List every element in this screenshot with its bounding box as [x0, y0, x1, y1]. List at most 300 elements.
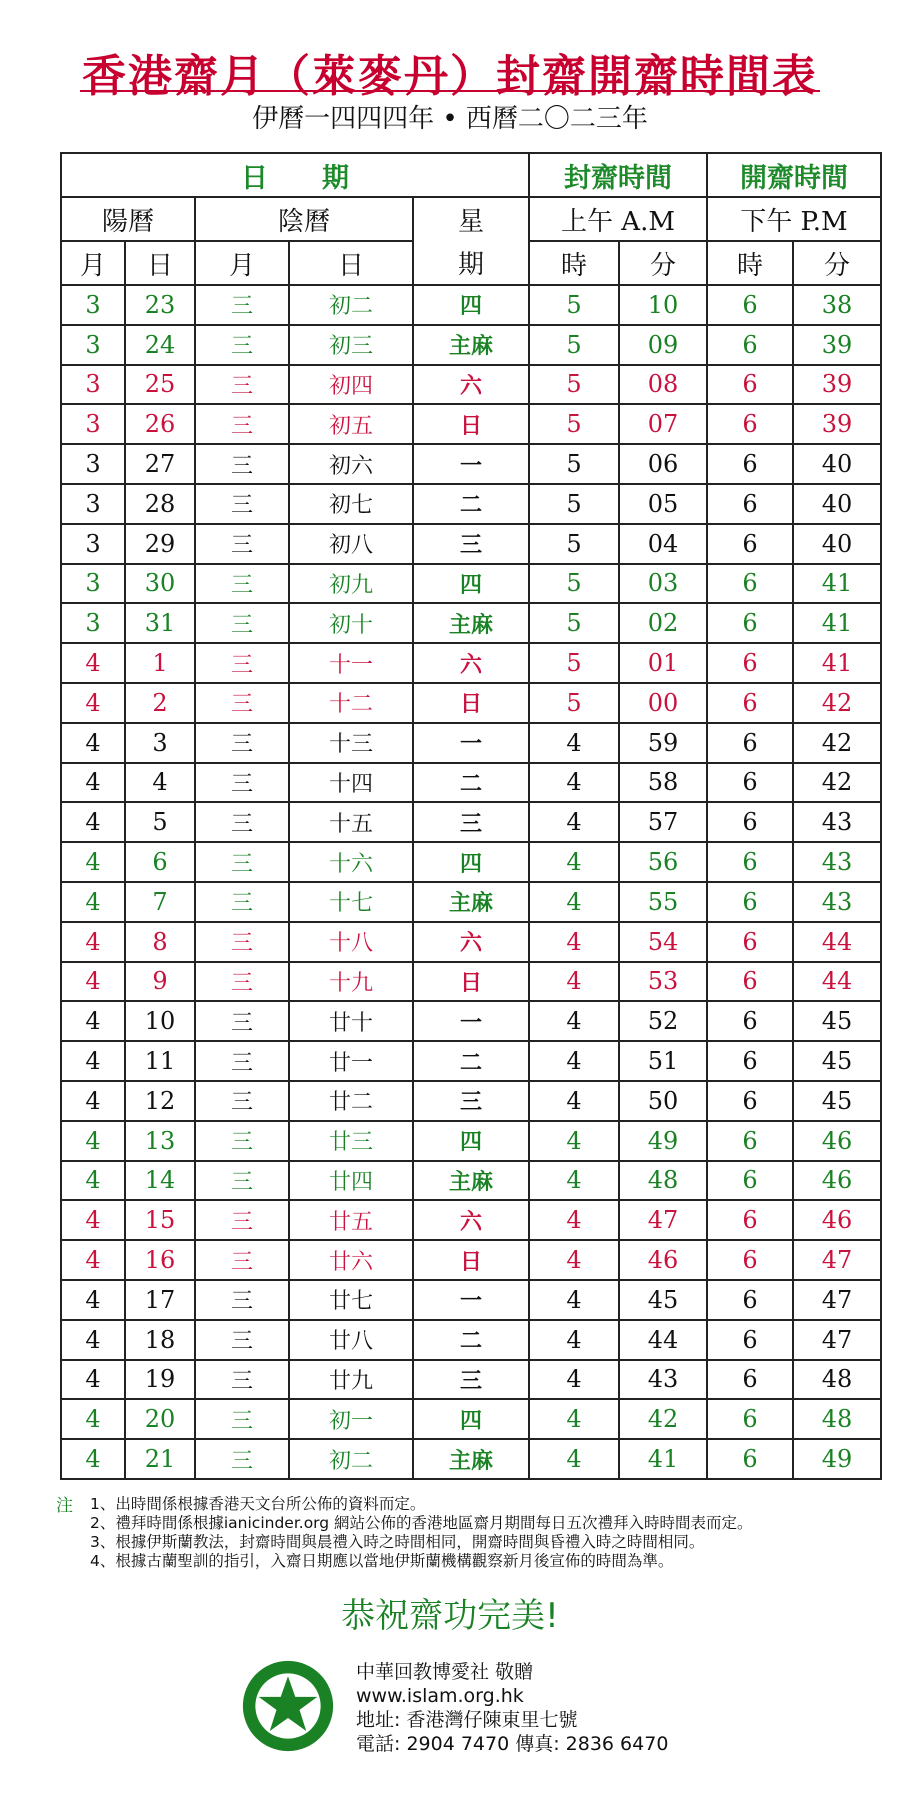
cell-fast-break-hour: 6: [707, 763, 793, 803]
cell-fast-break-hour: 6: [707, 723, 793, 763]
cell-weekday: 主麻: [413, 1439, 529, 1479]
cell-l-month: 三: [195, 1081, 289, 1121]
cell-fast-break-hour: 6: [707, 1240, 793, 1280]
page-title: 香港齋月（萊麥丹）封齋開齋時間表: [82, 51, 818, 102]
cell-fast-begin-minute: 05: [619, 484, 707, 524]
header-fast-begin: 封齋時間: [529, 153, 707, 197]
cell-fast-break-hour: 6: [707, 603, 793, 643]
cell-g-day: 17: [125, 1280, 195, 1320]
cell-fast-break-minute: 45: [793, 1041, 881, 1081]
cell-fast-break-minute: 44: [793, 922, 881, 962]
cell-fast-break-minute: 46: [793, 1121, 881, 1161]
cell-fast-break-hour: 6: [707, 1399, 793, 1439]
cell-l-month: 三: [195, 444, 289, 484]
fasting-timetable: [60, 152, 882, 1480]
cell-weekday: 四: [413, 564, 529, 604]
cell-l-day: 十七: [289, 882, 413, 922]
cell-l-month: 三: [195, 285, 289, 325]
table-row: [61, 404, 881, 444]
header-g-day: 日: [125, 241, 195, 285]
cell-g-month: 4: [61, 1001, 125, 1041]
cell-l-day: 十一: [289, 643, 413, 683]
cell-g-day: 28: [125, 484, 195, 524]
cell-fast-begin-minute: 53: [619, 962, 707, 1002]
cell-fast-begin-hour: 4: [529, 802, 619, 842]
green-star-emblem-icon: [240, 1658, 336, 1754]
cell-fast-break-hour: 6: [707, 444, 793, 484]
header-pm-minute: 分: [793, 241, 881, 285]
cell-g-day: 8: [125, 922, 195, 962]
cell-fast-break-minute: 39: [793, 325, 881, 365]
cell-fast-begin-hour: 4: [529, 1280, 619, 1320]
cell-fast-begin-hour: 4: [529, 962, 619, 1002]
cell-l-day: 廿四: [289, 1161, 413, 1201]
cell-l-day: 十三: [289, 723, 413, 763]
cell-fast-break-hour: 6: [707, 524, 793, 564]
table-row: [61, 444, 881, 484]
cell-g-month: 3: [61, 603, 125, 643]
table-row: [61, 484, 881, 524]
header-l-month: 月: [195, 241, 289, 285]
cell-fast-begin-minute: 49: [619, 1121, 707, 1161]
cell-l-day: 廿十: [289, 1001, 413, 1041]
cell-weekday: 一: [413, 723, 529, 763]
header-pm: 下午 P.M: [707, 197, 881, 241]
cell-l-day: 廿九: [289, 1360, 413, 1400]
cell-l-day: 廿一: [289, 1041, 413, 1081]
cell-l-month: 三: [195, 603, 289, 643]
cell-l-month: 三: [195, 802, 289, 842]
cell-l-day: 初三: [289, 325, 413, 365]
cell-g-month: 4: [61, 1280, 125, 1320]
cell-g-day: 18: [125, 1320, 195, 1360]
cell-l-day: 廿七: [289, 1280, 413, 1320]
cell-weekday: 日: [413, 1240, 529, 1280]
cell-fast-begin-minute: 56: [619, 842, 707, 882]
cell-fast-begin-minute: 50: [619, 1081, 707, 1121]
cell-fast-break-hour: 6: [707, 365, 793, 405]
cell-g-month: 4: [61, 962, 125, 1002]
table-row: [61, 1360, 881, 1400]
cell-fast-begin-minute: 44: [619, 1320, 707, 1360]
notes-section: [56, 1495, 856, 1571]
cell-weekday: 二: [413, 1320, 529, 1360]
table-row: [61, 922, 881, 962]
cell-fast-break-minute: 46: [793, 1161, 881, 1201]
cell-fast-begin-hour: 5: [529, 564, 619, 604]
cell-l-day: 廿五: [289, 1200, 413, 1240]
cell-weekday: 六: [413, 365, 529, 405]
cell-g-day: 25: [125, 365, 195, 405]
cell-weekday: 日: [413, 962, 529, 1002]
cell-fast-break-minute: 43: [793, 842, 881, 882]
cell-g-month: 3: [61, 484, 125, 524]
cell-g-month: 4: [61, 882, 125, 922]
cell-l-month: 三: [195, 1280, 289, 1320]
cell-weekday: 一: [413, 1280, 529, 1320]
cell-fast-begin-minute: 03: [619, 564, 707, 604]
cell-weekday: 四: [413, 285, 529, 325]
cell-l-day: 十八: [289, 922, 413, 962]
cell-fast-begin-hour: 5: [529, 325, 619, 365]
notes-list: [56, 1495, 856, 1571]
cell-fast-break-minute: 45: [793, 1081, 881, 1121]
cell-weekday: 主麻: [413, 603, 529, 643]
cell-fast-break-hour: 6: [707, 1200, 793, 1240]
cell-fast-break-hour: 6: [707, 1320, 793, 1360]
cell-fast-break-hour: 6: [707, 1081, 793, 1121]
cell-g-day: 12: [125, 1081, 195, 1121]
cell-weekday: 主麻: [413, 882, 529, 922]
table-row: [61, 683, 881, 723]
cell-fast-break-minute: 39: [793, 404, 881, 444]
cell-fast-begin-hour: 5: [529, 365, 619, 405]
cell-l-month: 三: [195, 842, 289, 882]
cell-fast-begin-minute: 06: [619, 444, 707, 484]
cell-fast-begin-hour: 5: [529, 285, 619, 325]
table-row: [61, 285, 881, 325]
cell-l-day: 廿六: [289, 1240, 413, 1280]
cell-g-month: 4: [61, 1240, 125, 1280]
contact-block: [356, 1660, 668, 1756]
cell-fast-break-hour: 6: [707, 643, 793, 683]
cell-fast-break-hour: 6: [707, 922, 793, 962]
cell-fast-begin-minute: 52: [619, 1001, 707, 1041]
cell-g-month: 4: [61, 1399, 125, 1439]
table-row: [61, 1399, 881, 1439]
cell-weekday: 二: [413, 1041, 529, 1081]
cell-fast-begin-hour: 4: [529, 1360, 619, 1400]
cell-l-month: 三: [195, 763, 289, 803]
cell-weekday: 四: [413, 842, 529, 882]
cell-fast-begin-minute: 02: [619, 603, 707, 643]
cell-g-month: 4: [61, 1041, 125, 1081]
cell-l-month: 三: [195, 1200, 289, 1240]
cell-fast-begin-minute: 54: [619, 922, 707, 962]
table-row: [61, 1121, 881, 1161]
table-row: [61, 564, 881, 604]
cell-fast-break-hour: 6: [707, 564, 793, 604]
table-row: [61, 1240, 881, 1280]
cell-fast-begin-minute: 48: [619, 1161, 707, 1201]
cell-g-day: 31: [125, 603, 195, 643]
cell-g-month: 3: [61, 404, 125, 444]
cell-fast-break-hour: 6: [707, 285, 793, 325]
cell-g-day: 7: [125, 882, 195, 922]
cell-l-month: 三: [195, 564, 289, 604]
cell-fast-begin-hour: 4: [529, 1320, 619, 1360]
cell-fast-break-minute: 48: [793, 1399, 881, 1439]
cell-fast-break-minute: 45: [793, 1001, 881, 1041]
table-row: [61, 1001, 881, 1041]
cell-g-month: 4: [61, 723, 125, 763]
cell-fast-begin-minute: 43: [619, 1360, 707, 1400]
cell-fast-begin-hour: 5: [529, 683, 619, 723]
cell-fast-begin-hour: 4: [529, 1001, 619, 1041]
cell-weekday: 三: [413, 524, 529, 564]
cell-weekday: 二: [413, 484, 529, 524]
cell-fast-begin-hour: 4: [529, 1399, 619, 1439]
cell-g-day: 14: [125, 1161, 195, 1201]
website-link[interactable]: www.islam.org.hk: [356, 1685, 524, 1707]
cell-g-month: 4: [61, 1121, 125, 1161]
table-row: [61, 842, 881, 882]
cell-g-month: 4: [61, 683, 125, 723]
cell-g-day: 27: [125, 444, 195, 484]
cell-g-month: 4: [61, 1200, 125, 1240]
cell-g-month: 3: [61, 564, 125, 604]
cell-l-month: 三: [195, 1121, 289, 1161]
cell-fast-begin-minute: 09: [619, 325, 707, 365]
cell-l-day: 廿三: [289, 1121, 413, 1161]
cell-fast-begin-minute: 10: [619, 285, 707, 325]
cell-fast-break-hour: 6: [707, 1439, 793, 1479]
cell-fast-begin-hour: 5: [529, 603, 619, 643]
cell-g-day: 16: [125, 1240, 195, 1280]
cell-weekday: 主麻: [413, 1161, 529, 1201]
cell-fast-break-minute: 40: [793, 484, 881, 524]
phone-fax: 電話: 2904 7470 傳真: 2836 6470: [356, 1733, 669, 1755]
cell-g-month: 3: [61, 444, 125, 484]
header-weekday-bottom: 期: [413, 241, 529, 285]
cell-g-month: 4: [61, 1360, 125, 1400]
cell-g-day: 3: [125, 723, 195, 763]
header-pm-hour: 時: [707, 241, 793, 285]
cell-l-month: 三: [195, 643, 289, 683]
page-subtitle: 伊曆一四四四年 • 西曆二〇二三年: [252, 104, 648, 134]
cell-fast-begin-minute: 08: [619, 365, 707, 405]
cell-fast-begin-minute: 59: [619, 723, 707, 763]
table-row: [61, 603, 881, 643]
cell-fast-break-minute: 47: [793, 1320, 881, 1360]
cell-fast-break-hour: 6: [707, 484, 793, 524]
cell-g-day: 20: [125, 1399, 195, 1439]
cell-g-month: 4: [61, 1439, 125, 1479]
table-row: [61, 1200, 881, 1240]
cell-l-day: 十五: [289, 802, 413, 842]
cell-l-day: 初二: [289, 1439, 413, 1479]
cell-l-day: 初七: [289, 484, 413, 524]
note-item: 3、根據伊斯蘭教法，封齋時間與晨禮入時之時間相同，開齋時間與昏禮入時之時間相同。: [90, 1533, 705, 1551]
cell-l-day: 十二: [289, 683, 413, 723]
cell-fast-break-minute: 40: [793, 444, 881, 484]
cell-l-day: 初二: [289, 285, 413, 325]
cell-l-day: 初八: [289, 524, 413, 564]
cell-fast-begin-hour: 4: [529, 1161, 619, 1201]
cell-l-month: 三: [195, 1001, 289, 1041]
cell-fast-begin-minute: 42: [619, 1399, 707, 1439]
cell-g-month: 3: [61, 365, 125, 405]
cell-fast-break-minute: 39: [793, 365, 881, 405]
cell-l-month: 三: [195, 325, 289, 365]
cell-fast-break-hour: 6: [707, 1041, 793, 1081]
cell-fast-break-hour: 6: [707, 325, 793, 365]
cell-l-day: 初四: [289, 365, 413, 405]
cell-g-month: 4: [61, 1320, 125, 1360]
cell-weekday: 四: [413, 1121, 529, 1161]
table-row: [61, 802, 881, 842]
cell-l-month: 三: [195, 1360, 289, 1400]
note-item: 1、出時間係根據香港天文台所公佈的資料而定。: [90, 1495, 426, 1513]
cell-g-month: 4: [61, 802, 125, 842]
header-lunar: 陰曆: [195, 197, 413, 241]
cell-fast-break-hour: 6: [707, 683, 793, 723]
cell-g-day: 4: [125, 763, 195, 803]
cell-fast-break-minute: 47: [793, 1280, 881, 1320]
table-row: [61, 325, 881, 365]
cell-fast-begin-minute: 04: [619, 524, 707, 564]
cell-fast-break-hour: 6: [707, 882, 793, 922]
header-weekday-top: 星: [413, 197, 529, 241]
cell-fast-break-minute: 42: [793, 723, 881, 763]
cell-g-month: 4: [61, 763, 125, 803]
cell-fast-begin-hour: 5: [529, 524, 619, 564]
cell-l-month: 三: [195, 1041, 289, 1081]
cell-l-day: 初六: [289, 444, 413, 484]
cell-g-month: 4: [61, 1161, 125, 1201]
cell-fast-begin-minute: 51: [619, 1041, 707, 1081]
cell-fast-begin-hour: 4: [529, 1041, 619, 1081]
cell-g-month: 4: [61, 842, 125, 882]
cell-l-month: 三: [195, 723, 289, 763]
cell-l-day: 廿二: [289, 1081, 413, 1121]
cell-l-month: 三: [195, 1161, 289, 1201]
title-underline: [80, 90, 820, 92]
cell-g-day: 30: [125, 564, 195, 604]
cell-l-day: 初五: [289, 404, 413, 444]
cell-fast-break-minute: 49: [793, 1439, 881, 1479]
cell-fast-break-minute: 42: [793, 683, 881, 723]
cell-weekday: 日: [413, 683, 529, 723]
cell-fast-break-minute: 44: [793, 962, 881, 1002]
cell-fast-begin-minute: 55: [619, 882, 707, 922]
cell-weekday: 六: [413, 1200, 529, 1240]
header-fast-break: 開齋時間: [707, 153, 881, 197]
cell-g-day: 6: [125, 842, 195, 882]
cell-l-month: 三: [195, 882, 289, 922]
table-row: [61, 723, 881, 763]
cell-fast-break-hour: 6: [707, 1280, 793, 1320]
cell-fast-break-hour: 6: [707, 962, 793, 1002]
cell-fast-begin-minute: 41: [619, 1439, 707, 1479]
cell-fast-begin-hour: 4: [529, 1081, 619, 1121]
table-row: [61, 524, 881, 564]
cell-fast-begin-minute: 57: [619, 802, 707, 842]
cell-weekday: 日: [413, 404, 529, 444]
cell-fast-break-minute: 46: [793, 1200, 881, 1240]
cell-l-month: 三: [195, 484, 289, 524]
header-l-day: 日: [289, 241, 413, 285]
table-row: [61, 763, 881, 803]
cell-g-day: 26: [125, 404, 195, 444]
cell-fast-begin-minute: 00: [619, 683, 707, 723]
table-row: [61, 1320, 881, 1360]
table-row: [61, 365, 881, 405]
cell-l-month: 三: [195, 365, 289, 405]
cell-fast-begin-minute: 47: [619, 1200, 707, 1240]
cell-fast-break-minute: 41: [793, 643, 881, 683]
cell-fast-begin-hour: 5: [529, 444, 619, 484]
cell-fast-break-hour: 6: [707, 802, 793, 842]
note-item: 4、根據古蘭聖訓的指引，入齋日期應以當地伊斯蘭機構觀察新月後宣佈的時間為準。: [90, 1552, 674, 1570]
cell-l-day: 初十: [289, 603, 413, 643]
cell-l-month: 三: [195, 962, 289, 1002]
cell-fast-break-hour: 6: [707, 1360, 793, 1400]
cell-l-month: 三: [195, 524, 289, 564]
cell-g-month: 4: [61, 1081, 125, 1121]
cell-l-day: 初九: [289, 564, 413, 604]
cell-l-month: 三: [195, 404, 289, 444]
table-row: [61, 1439, 881, 1479]
address: 地址: 香港灣仔陳東里七號: [356, 1709, 578, 1731]
cell-fast-break-minute: 42: [793, 763, 881, 803]
cell-fast-break-minute: 38: [793, 285, 881, 325]
cell-fast-begin-hour: 4: [529, 1200, 619, 1240]
cell-l-day: 初一: [289, 1399, 413, 1439]
cell-fast-break-minute: 41: [793, 564, 881, 604]
notes-tag: 注: [56, 1496, 73, 1516]
cell-fast-begin-hour: 4: [529, 1439, 619, 1479]
cell-g-month: 3: [61, 524, 125, 564]
cell-g-day: 2: [125, 683, 195, 723]
cell-g-day: 23: [125, 285, 195, 325]
cell-fast-begin-hour: 4: [529, 1240, 619, 1280]
cell-fast-begin-minute: 07: [619, 404, 707, 444]
cell-l-month: 三: [195, 1240, 289, 1280]
cell-fast-break-hour: 6: [707, 1161, 793, 1201]
cell-g-month: 4: [61, 643, 125, 683]
cell-fast-break-minute: 43: [793, 882, 881, 922]
table-row: [61, 882, 881, 922]
cell-l-month: 三: [195, 922, 289, 962]
cell-weekday: 二: [413, 763, 529, 803]
cell-weekday: 六: [413, 922, 529, 962]
header-am: 上午 A.M: [529, 197, 707, 241]
cell-g-day: 11: [125, 1041, 195, 1081]
cell-l-day: 廿八: [289, 1320, 413, 1360]
cell-fast-begin-minute: 46: [619, 1240, 707, 1280]
cell-fast-begin-minute: 58: [619, 763, 707, 803]
table-row: [61, 643, 881, 683]
header-date: 日 期: [61, 153, 529, 197]
table-row: [61, 1041, 881, 1081]
note-item: 2、禮拜時間係根據ianicinder.org 網站公佈的香港地區齋月期間每日五次禮拜入時時間表而定。: [90, 1514, 753, 1532]
cell-g-day: 9: [125, 962, 195, 1002]
cell-g-day: 10: [125, 1001, 195, 1041]
cell-g-day: 19: [125, 1360, 195, 1400]
cell-g-month: 3: [61, 285, 125, 325]
cell-l-month: 三: [195, 1439, 289, 1479]
cell-l-day: 十九: [289, 962, 413, 1002]
cell-fast-begin-hour: 4: [529, 882, 619, 922]
greeting: 恭祝齋功完美!: [341, 1596, 559, 1636]
cell-fast-break-hour: 6: [707, 404, 793, 444]
cell-fast-begin-hour: 5: [529, 643, 619, 683]
header-g-month: 月: [61, 241, 125, 285]
cell-g-day: 15: [125, 1200, 195, 1240]
cell-g-month: 4: [61, 922, 125, 962]
header-am-hour: 時: [529, 241, 619, 285]
cell-l-month: 三: [195, 1320, 289, 1360]
cell-fast-break-hour: 6: [707, 1001, 793, 1041]
cell-fast-break-minute: 47: [793, 1240, 881, 1280]
cell-g-day: 29: [125, 524, 195, 564]
cell-l-month: 三: [195, 683, 289, 723]
cell-fast-begin-hour: 4: [529, 723, 619, 763]
cell-weekday: 主麻: [413, 325, 529, 365]
cell-fast-begin-hour: 5: [529, 404, 619, 444]
cell-g-day: 24: [125, 325, 195, 365]
